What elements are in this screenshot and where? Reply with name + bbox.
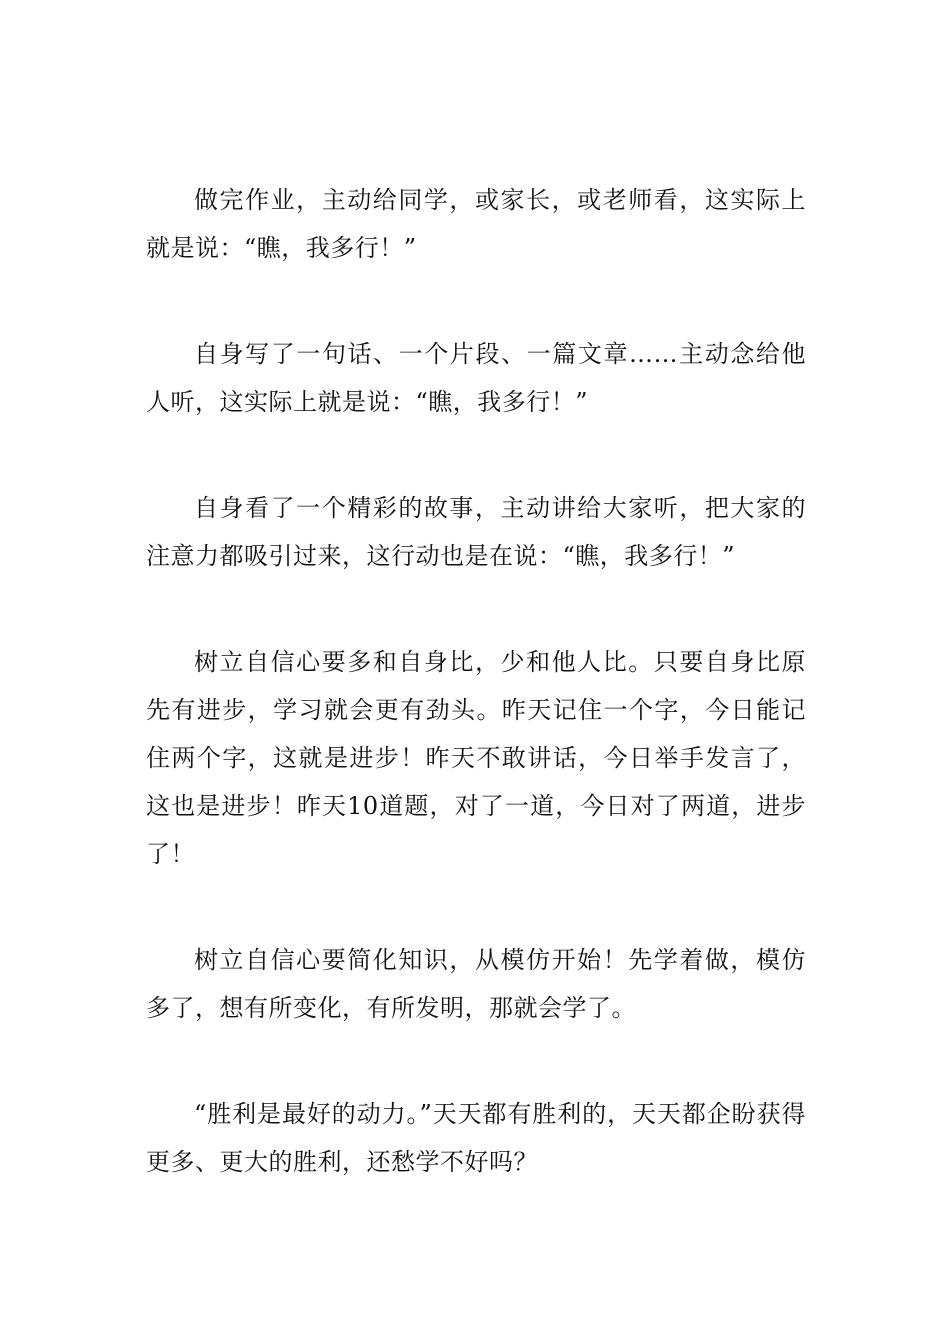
paragraph-3: 自身看了一个精彩的故事，主动讲给大家听，把大家的注意力都吸引过来，这行动也是在说：“瞧，我多行！”	[146, 494, 806, 570]
paragraph-5: 树立自信心要简化知识，从模仿开始！先学着做，模仿多了，想有所变化，有所发明，那就会学了。	[146, 946, 806, 1022]
paragraph-4: 树立自信心要多和自身比，少和他人比。只要自身比原先有进步，学习就会更有劲头。昨天记住一个字，今日能记住两个字，这就是进步！昨天不敢讲话，今日举手发言了，这也是进步！昨天10道题，对了一道，今日对了两道，进步了！	[146, 648, 806, 868]
paragraph-1: 做完作业，主动给同学，或家长，或老师看，这实际上就是说：“瞧，我多行！”	[146, 186, 806, 262]
paragraph-6: “胜利是最好的动力。”天天都有胜利的，天天都企盼获得更多、更大的胜利，还愁学不好吗？	[146, 1100, 806, 1176]
document-body	[146, 176, 806, 1186]
paragraph-2: 自身写了一句话、一个片段、一篇文章……主动念给他人听，这实际上就是说：“瞧，我多行！”	[146, 340, 806, 416]
